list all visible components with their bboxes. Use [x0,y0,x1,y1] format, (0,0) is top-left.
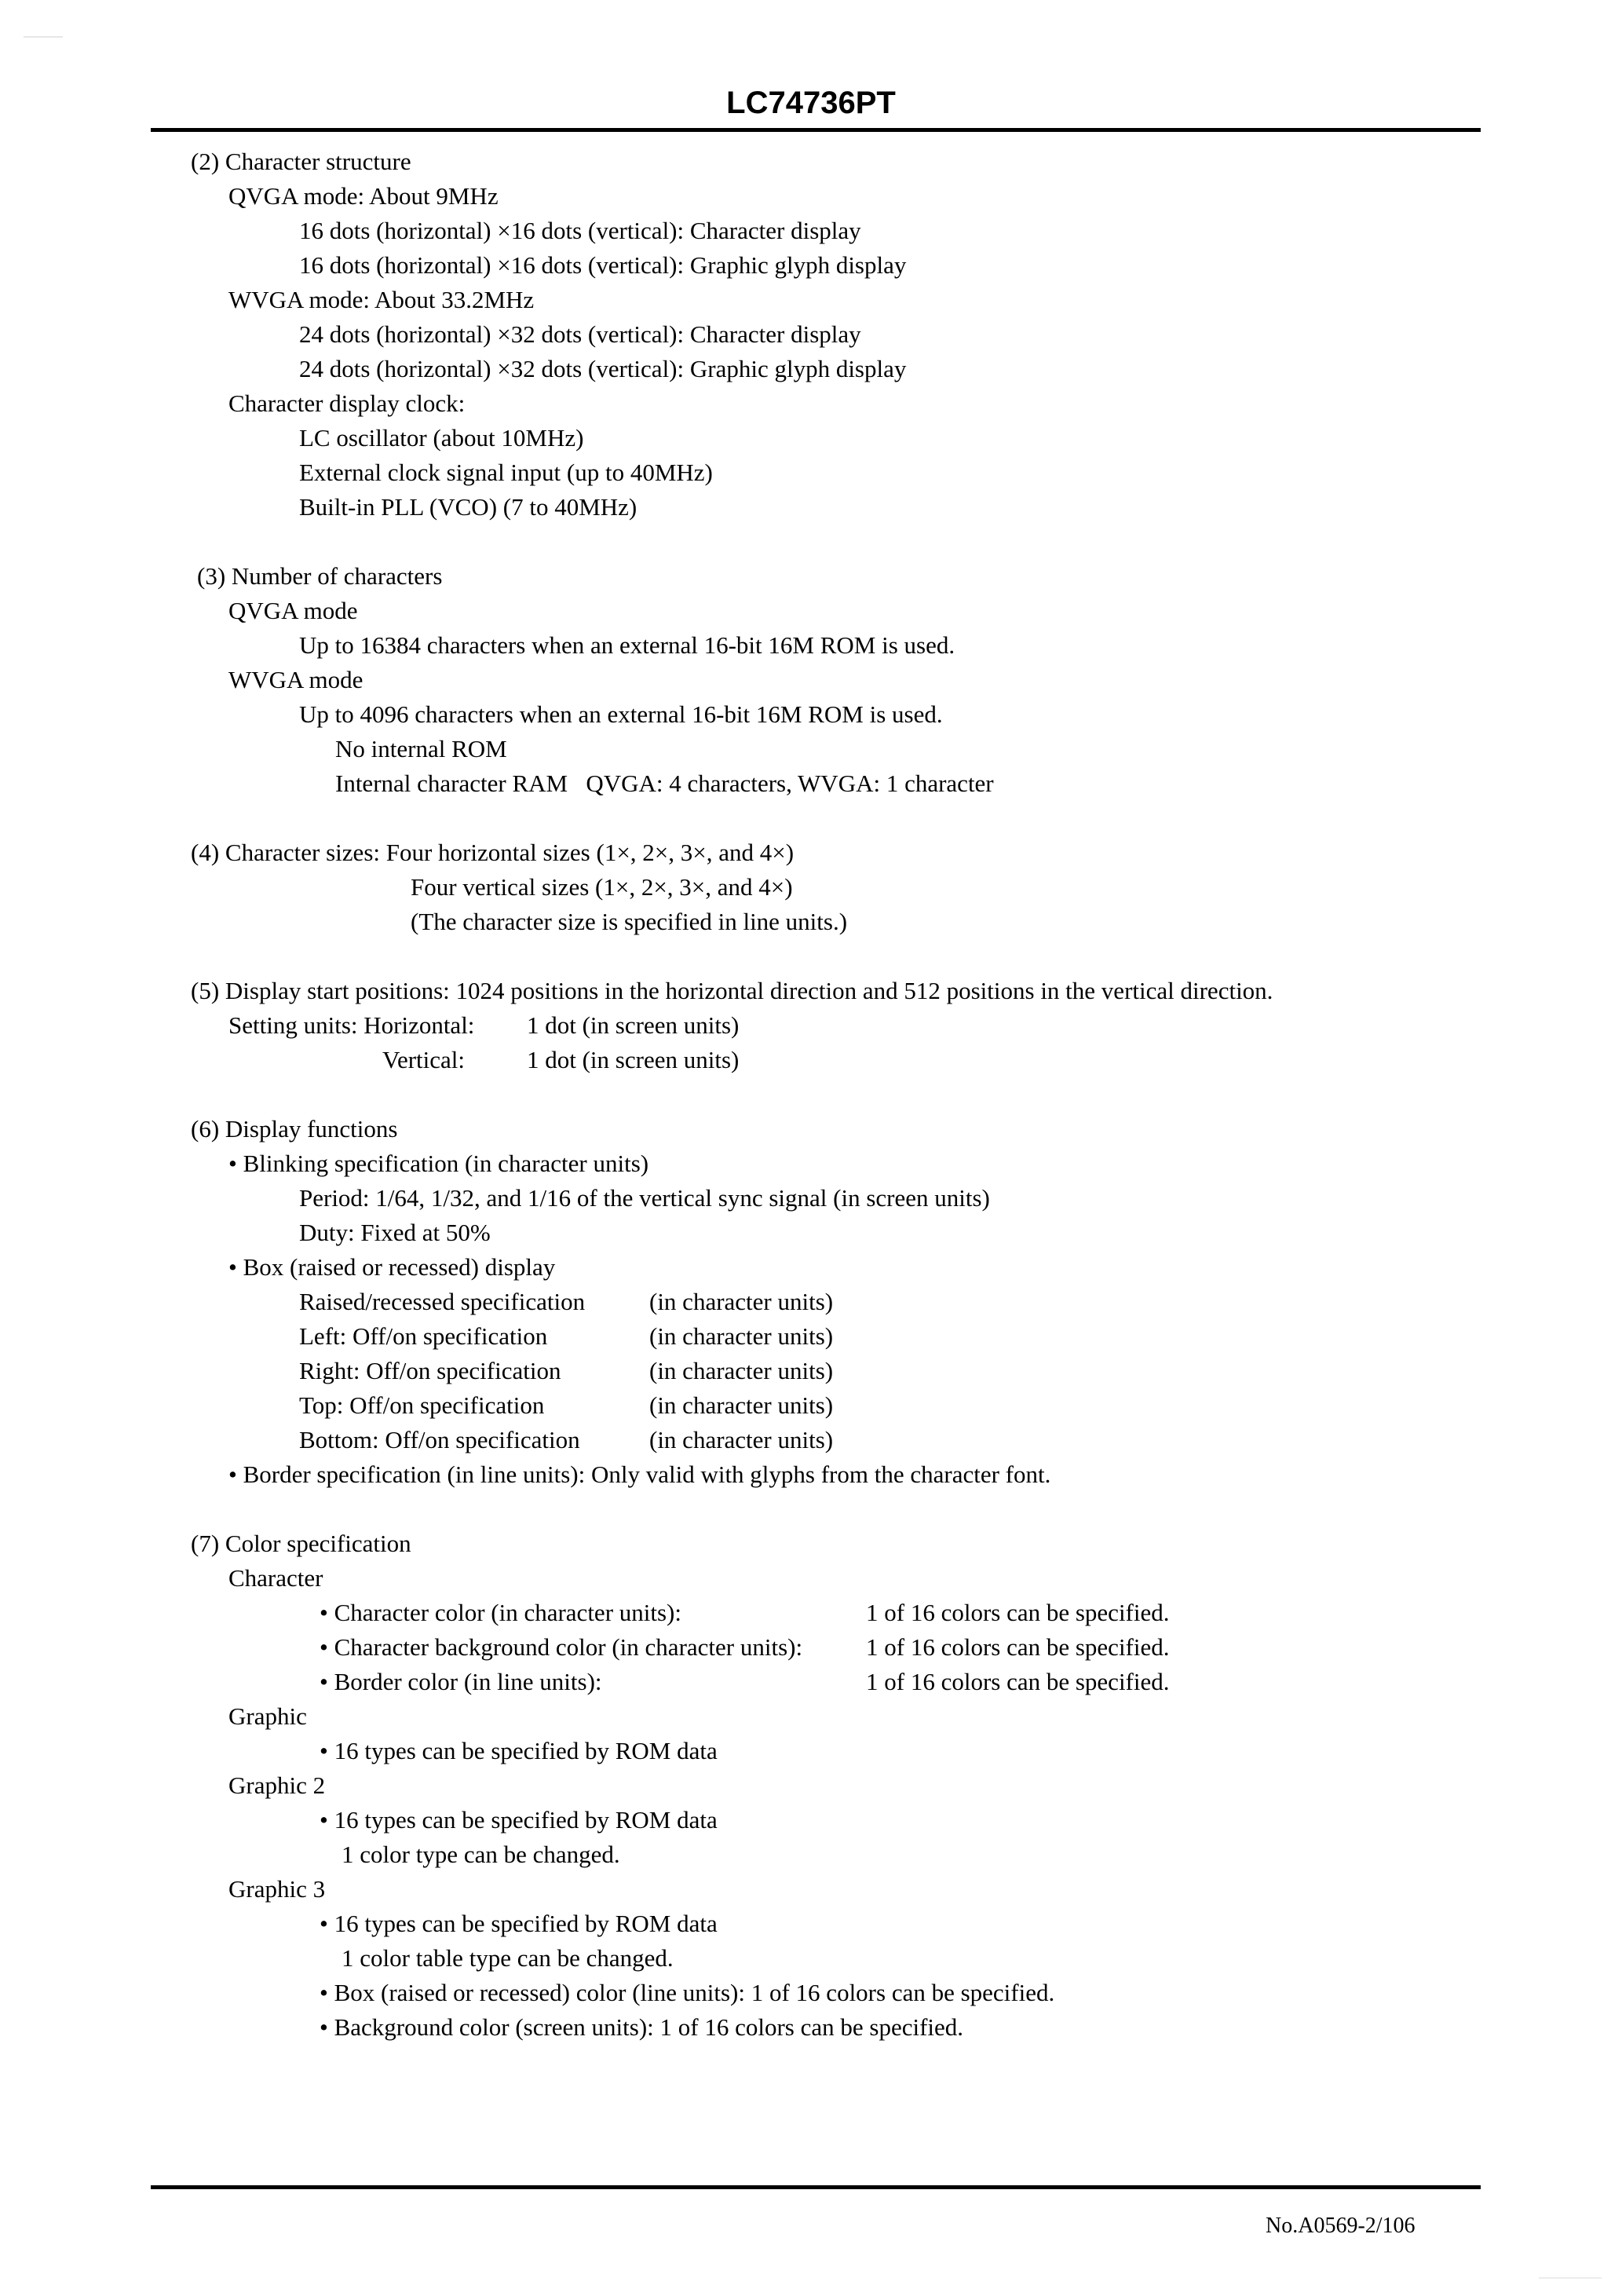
setting-units-label: Setting units: Horizontal: [228,1011,475,1039]
text-line: (The character size is specified in line units.) [411,908,848,935]
box-row-unit: (in character units) [649,1391,834,1419]
text-line: Four vertical sizes (1×, 2×, 3×, and 4×) [411,873,793,901]
color-row-value: 1 of 16 colors can be specified. [866,1633,1170,1661]
box-row-label: Raised/recessed specification [299,1288,586,1315]
text-line: Period: 1/64, 1/32, and 1/16 of the vertical sync signal (in screen units) [299,1184,990,1212]
text-line: Duty: Fixed at 50% [299,1219,491,1246]
text-line: External clock signal input (up to 40MHz) [299,459,713,486]
box-row-label: Bottom: Off/on specification [299,1426,580,1453]
subsection-label: Graphic 3 [228,1875,326,1903]
footer-rule [151,2185,1481,2189]
section-heading: (7) Color specification [191,1530,411,1557]
text-line: Built-in PLL (VCO) (7 to 40MHz) [299,493,637,521]
subsection-label: QVGA mode: About 9MHz [228,182,499,210]
text-line: No internal ROM [335,735,507,762]
text-line: 24 dots (horizontal) ×32 dots (vertical): Character display [299,320,861,348]
text-line: 16 dots (horizontal) ×16 dots (vertical): Character display [299,217,861,244]
subsection-label: Graphic 2 [228,1771,326,1799]
section-heading: (6) Display functions [191,1115,398,1143]
box-row-unit: (in character units) [649,1288,834,1315]
box-row-unit: (in character units) [649,1357,834,1384]
box-row-label: Left: Off/on specification [299,1322,548,1350]
bullet-item: • 16 types can be specified by ROM data [320,1737,718,1764]
section-heading: (4) Character sizes: Four horizontal sizes (1×, 2×, 3×, and 4×) [191,839,795,866]
text-line: Internal character RAM QVGA: 4 characters, WVGA: 1 character [335,770,994,797]
bullet-item: • Blinking specification (in character units) [228,1150,649,1177]
subsection-label: Character [228,1564,323,1592]
bullet-item: • 16 types can be specified by ROM data [320,1910,718,1937]
subsection-label: QVGA mode [228,597,358,624]
subsection-label: WVGA mode [228,666,363,693]
section-heading: (5) Display start positions: 1024 positions in the horizontal direction and 512 positions in the vertical direction. [191,977,1273,1004]
color-row-label: • Border color (in line units): [320,1668,602,1695]
bullet-item: • 16 types can be specified by ROM data [320,1806,718,1834]
bullet-item: • Background color (screen units): 1 of 16 colors can be specified. [320,2013,964,2041]
box-row-unit: (in character units) [649,1426,834,1453]
document-number: No.A0569-2/106 [1266,2214,1416,2238]
box-row-unit: (in character units) [649,1322,834,1350]
setting-units-label: Vertical: [382,1046,466,1073]
setting-units-value: 1 dot (in screen units) [527,1046,740,1073]
bullet-item: • Box (raised or recessed) display [228,1253,556,1281]
bullet-item: • Border specification (in line units): Only valid with glyphs from the character font. [228,1461,1051,1488]
text-line: 24 dots (horizontal) ×32 dots (vertical): Graphic glyph display [299,355,907,382]
text-line: LC oscillator (about 10MHz) [299,424,584,452]
subsection-label: Character display clock: [228,389,466,417]
subsection-label: Graphic [228,1702,307,1730]
box-row-label: Right: Off/on specification [299,1357,561,1384]
setting-units-value: 1 dot (in screen units) [527,1011,740,1039]
box-row-label: Top: Off/on specification [299,1391,545,1419]
color-row-label: • Character background color (in character units): [320,1633,803,1661]
page-title: LC74736PT [726,86,896,120]
section-heading: (2) Character structure [191,148,411,175]
text-line: Up to 4096 characters when an external 16-bit 16M ROM is used. [299,700,943,728]
text-line: 1 color type can be changed. [342,1841,620,1868]
text-line: 1 color table type can be changed. [342,1944,674,1972]
text-line: 16 dots (horizontal) ×16 dots (vertical): Graphic glyph display [299,251,907,279]
color-row-value: 1 of 16 colors can be specified. [866,1599,1170,1626]
subsection-label: WVGA mode: About 33.2MHz [228,286,535,313]
color-row-label: • Character color (in character units): [320,1599,681,1626]
section-heading: (3) Number of characters [197,562,443,590]
bullet-item: • Box (raised or recessed) color (line units): 1 of 16 colors can be specified. [320,1979,1055,2006]
color-row-value: 1 of 16 colors can be specified. [866,1668,1170,1695]
text-line: Up to 16384 characters when an external 16-bit 16M ROM is used. [299,631,955,659]
